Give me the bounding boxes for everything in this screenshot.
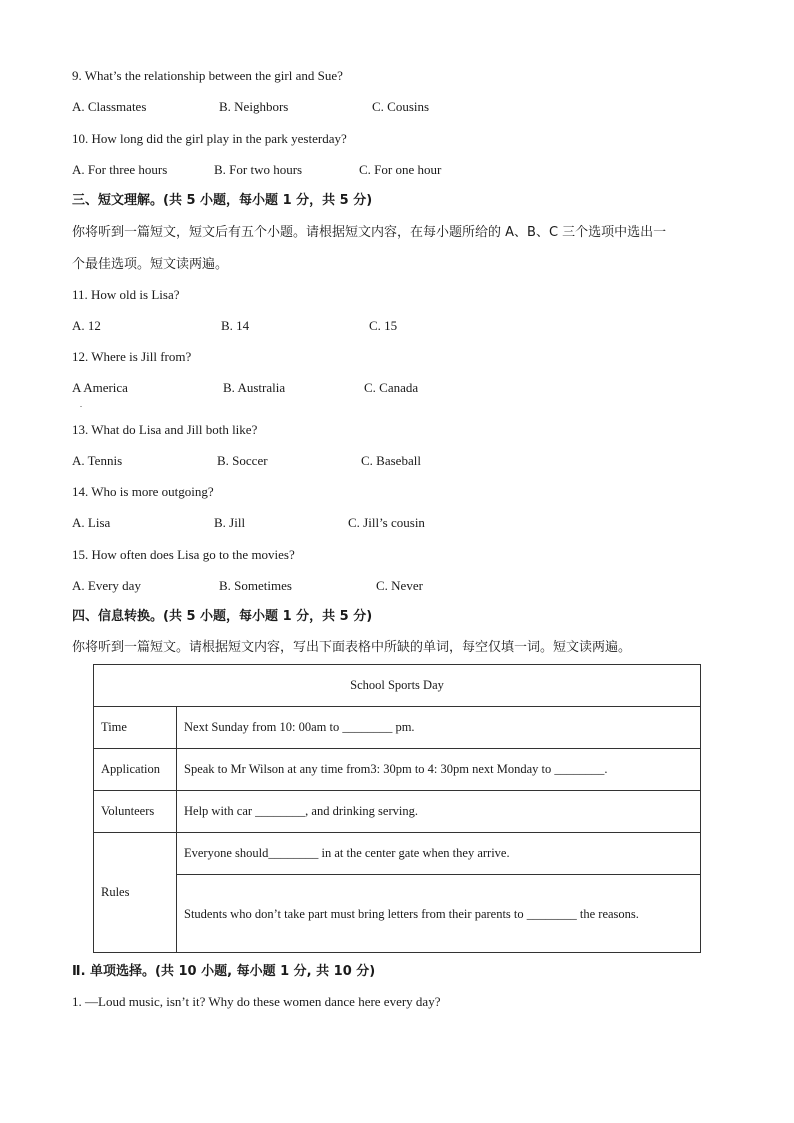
table-row bbox=[94, 749, 701, 791]
option-12c: C. Canada bbox=[364, 380, 419, 395]
table-row bbox=[94, 833, 701, 875]
row-value-application: Speak to Mr Wilson at any time from3: 30pm to 4: 30pm next Monday to ________. bbox=[177, 749, 701, 791]
option-12b: B. Australia bbox=[223, 380, 286, 395]
stray-dot-mark: . bbox=[80, 400, 82, 409]
option-11c: C. 15 bbox=[369, 318, 398, 333]
option-12a: A America bbox=[72, 380, 128, 395]
question-13: 13. What do Lisa and Jill both like? bbox=[72, 422, 258, 437]
option-13c: C. Baseball bbox=[361, 453, 421, 468]
option-10b: B. For two hours bbox=[214, 162, 303, 177]
section-3-instruction: 你将听到一篇短文，短文后有五个小题。请根据短文内容，在每小题所给的 A、B、C 三个选项中选出一 bbox=[72, 225, 667, 240]
option-14b: B. Jill bbox=[214, 515, 246, 530]
option-9b: B. Neighbors bbox=[219, 99, 289, 114]
option-9a: A. Classmates bbox=[72, 99, 147, 114]
option-14a: A. Lisa bbox=[72, 515, 111, 530]
table-row bbox=[94, 791, 701, 833]
part-2-heading: Ⅱ. 单项选择。(共 10 小题, 每小题 1 分, 共 10 分) bbox=[72, 964, 376, 979]
option-13a: A. Tennis bbox=[72, 453, 123, 468]
section-4-heading: 四、信息转换。(共 5 小题，每小题 1 分，共 5 分) bbox=[72, 609, 373, 624]
question-10: 10. How long did the girl play in the park yesterday? bbox=[72, 131, 347, 146]
option-10a: A. For three hours bbox=[72, 162, 168, 177]
question-15: 15. How often does Lisa go to the movies? bbox=[72, 547, 295, 562]
option-11b: B. 14 bbox=[221, 318, 250, 333]
option-15b: B. Sometimes bbox=[219, 578, 292, 593]
table-row bbox=[94, 875, 701, 953]
question-14: 14. Who is more outgoing? bbox=[72, 484, 214, 499]
part-2-question-1: 1. —Loud music, isn’t it? Why do these women dance here every day? bbox=[72, 994, 441, 1009]
section-3-instruction-cont: 个最佳选项。短文读两遍。 bbox=[72, 257, 229, 272]
table-row bbox=[94, 707, 701, 749]
table-title: School Sports Day bbox=[94, 665, 701, 707]
question-11: 11. How old is Lisa? bbox=[72, 287, 180, 302]
row-value-time: Next Sunday from 10: 00am to ________ pm. bbox=[177, 707, 701, 749]
sports-day-table bbox=[93, 664, 701, 953]
option-11a: A. 12 bbox=[72, 318, 101, 333]
rule-1: Everyone should________ in at the center gate when they arrive. bbox=[177, 833, 701, 875]
row-label-volunteers: Volunteers bbox=[94, 791, 177, 833]
option-15c: C. Never bbox=[376, 578, 423, 593]
section-4-instruction: 你将听到一篇短文。请根据短文内容，写出下面表格中所缺的单词，每空仅填一词。短文读两遍。 bbox=[72, 640, 632, 655]
option-15a: A. Every day bbox=[72, 578, 141, 593]
section-3-heading: 三、短文理解。(共 5 小题，每小题 1 分，共 5 分) bbox=[72, 193, 373, 208]
option-9c: C. Cousins bbox=[372, 99, 430, 114]
option-14c: C. Jill’s cousin bbox=[348, 515, 425, 530]
question-9: 9. What’s the relationship between the girl and Sue? bbox=[72, 68, 343, 83]
question-12: 12. Where is Jill from? bbox=[72, 349, 192, 364]
row-label-time: Time bbox=[94, 707, 177, 749]
option-10c: C. For one hour bbox=[359, 162, 442, 177]
row-value-volunteers: Help with car ________, and drinking serving. bbox=[177, 791, 701, 833]
option-13b: B. Soccer bbox=[217, 453, 268, 468]
row-label-application: Application bbox=[94, 749, 177, 791]
rule-2: Students who don’t take part must bring letters from their parents to ________ the reasons. bbox=[177, 875, 701, 953]
row-label-rules: Rules bbox=[94, 833, 177, 953]
